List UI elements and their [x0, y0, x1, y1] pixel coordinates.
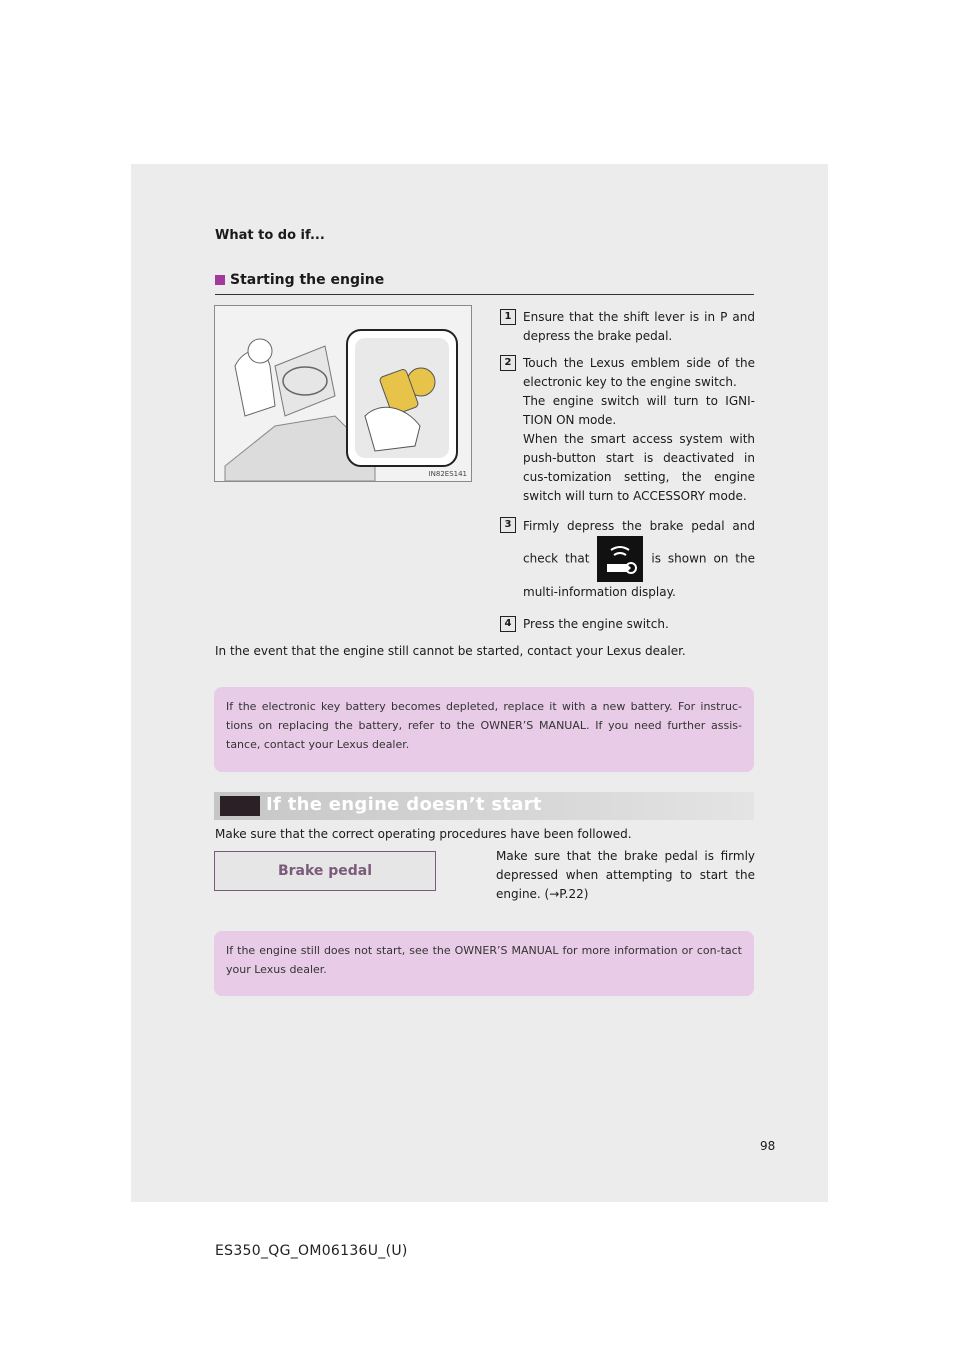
step-2-text	[523, 354, 755, 506]
step-1-text: Ensure that the shift lever is in P and depress the brake pedal.	[523, 310, 755, 343]
step-2-line-2: The engine switch will turn to IGNI-TION ON mode.	[523, 394, 755, 427]
step-4-text: Press the engine switch.	[523, 617, 669, 631]
brake-pedal-label: Brake pedal	[214, 851, 436, 891]
illustration-code: IN82ES141	[428, 470, 467, 478]
key-indicator-icon	[597, 536, 643, 582]
battery-note: If the electronic key battery becomes depleted, replace it with a new battery. For instruc-tions on replacing the battery, refer to the OWNER’S MANUAL. If you need further assis-tance, contact your Lexus dealer.	[214, 687, 754, 772]
step-3-text-before: Firmly depress the brake pedal and check that	[523, 519, 755, 566]
page-number: 98	[760, 1139, 776, 1153]
step-3-text	[523, 516, 755, 602]
banner-block-icon	[220, 796, 260, 816]
starting-engine-heading	[215, 272, 754, 295]
step-number-3: 3	[500, 517, 516, 533]
heading-text: Starting the engine	[230, 272, 385, 288]
doc-code: ES350_QG_OM06136U_(U)	[215, 1243, 408, 1259]
intro-text: Make sure that the correct operating procedures have been followed.	[215, 827, 632, 841]
section-label: What to do if...	[215, 228, 325, 243]
step-3-text-after: is shown on the multi-information display.	[523, 551, 755, 599]
driver-key-illustration-icon	[215, 306, 471, 481]
step-number-1: 1	[500, 309, 516, 325]
heading-square-icon	[215, 275, 225, 285]
step-2-line-3: When the smart access system with push-button start is deactivated in cus-tomization setting, the engine switch will turn to ACCESSORY mode.	[523, 432, 755, 503]
event-text: In the event that the engine still cannot be started, contact your Lexus dealer.	[215, 644, 686, 658]
brake-text: Make sure that the brake pedal is firmly depressed when attempting to start the engine. (→P.22)	[496, 849, 755, 901]
step-number-4: 4	[500, 616, 516, 632]
engine-start-illustration	[214, 305, 472, 482]
section-banner	[214, 792, 754, 820]
banner-title: If the engine doesn’t start	[266, 794, 542, 815]
step-number-2: 2	[500, 355, 516, 371]
final-note: If the engine still does not start, see the OWNER’S MANUAL for more information or con-tact your Lexus dealer.	[214, 931, 754, 996]
step-2-line-1: Touch the Lexus emblem side of the electronic key to the engine switch.	[523, 356, 755, 389]
